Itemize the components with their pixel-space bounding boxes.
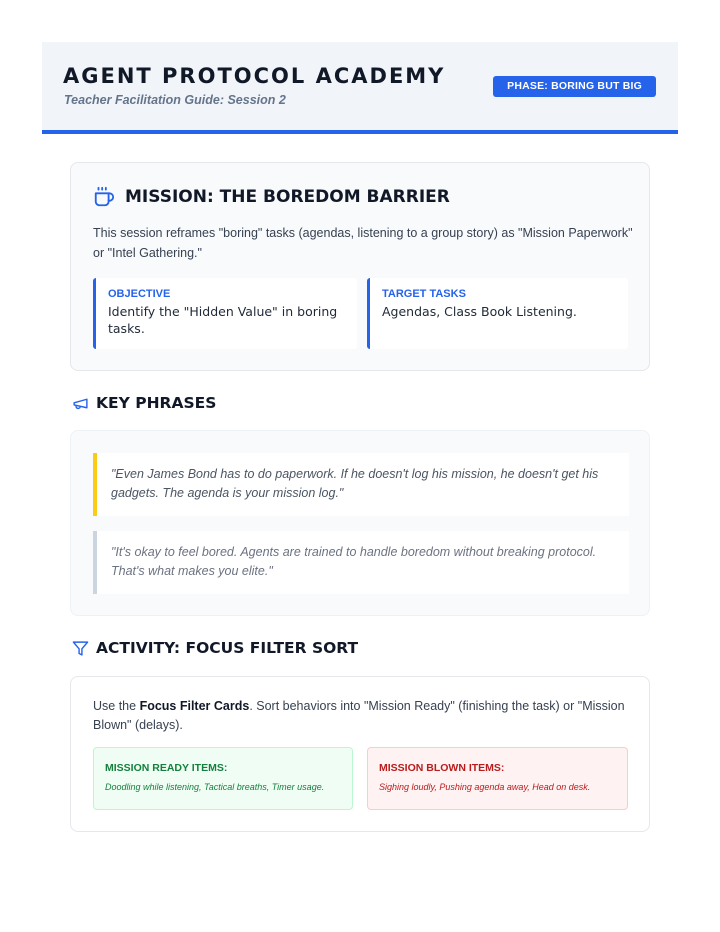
phase-badge: PHASE: BORING BUT BIG	[493, 76, 656, 97]
activity-desc-suffix: . Sort behaviors into "Mission Ready" (finishing the task) or "Mission Blown" (delays).	[93, 699, 625, 732]
key-phrases-heading: KEY PHRASES	[96, 394, 217, 412]
page-subtitle: Teacher Facilitation Guide: Session 2	[64, 93, 286, 107]
mission-heading: MISSION: THE BOREDOM BARRIER	[125, 187, 450, 207]
mission-ready-label: MISSION READY ITEMS:	[105, 762, 228, 774]
mission-blown-items: Sighing loudly, Pushing agenda away, Head on desk.	[379, 782, 591, 792]
megaphone-icon	[72, 395, 89, 412]
activity-description	[93, 697, 629, 735]
objective-value: Identify the "Hidden Value" in boring tasks.	[108, 304, 338, 336]
mission-card	[70, 162, 650, 371]
target-tasks-label: TARGET TASKS	[382, 288, 466, 300]
activity-card	[70, 676, 650, 832]
coffee-cup-icon	[93, 186, 115, 208]
target-tasks-value: Agendas, Class Book Listening.	[382, 304, 577, 319]
quote-block: "It's okay to feel bored. Agents are trained to handle boredom without breaking protocol. That's what makes you elite."	[93, 531, 629, 594]
mission-heading-row	[93, 186, 450, 208]
activity-heading-row	[72, 639, 358, 657]
filter-icon	[72, 640, 89, 657]
page-header	[42, 42, 678, 134]
page-title: AGENT PROTOCOL ACADEMY	[63, 64, 446, 88]
activity-desc-bold: Focus Filter Cards	[139, 699, 250, 713]
target-tasks-box	[367, 278, 628, 349]
activity-heading: ACTIVITY: FOCUS FILTER SORT	[96, 639, 359, 657]
mission-blown-label: MISSION BLOWN ITEMS:	[379, 762, 505, 774]
activity-desc-prefix: Use the	[93, 699, 140, 713]
mission-description: This session reframes "boring" tasks (agendas, listening to a group story) as "Mission Paperwork" or "Intel Gathering."	[93, 226, 633, 260]
mission-blown-box	[367, 747, 628, 810]
quote-block: "Even James Bond has to do paperwork. If he doesn't log his mission, he doesn't get his gadgets. The agenda is your mission log."	[93, 453, 629, 516]
objective-label: OBJECTIVE	[108, 288, 171, 300]
key-phrases-card	[70, 430, 650, 616]
objective-box	[93, 278, 357, 349]
key-phrases-heading-row	[72, 394, 216, 412]
mission-ready-box	[93, 747, 353, 810]
mission-ready-items: Doodling while listening, Tactical breaths, Timer usage.	[105, 782, 325, 792]
